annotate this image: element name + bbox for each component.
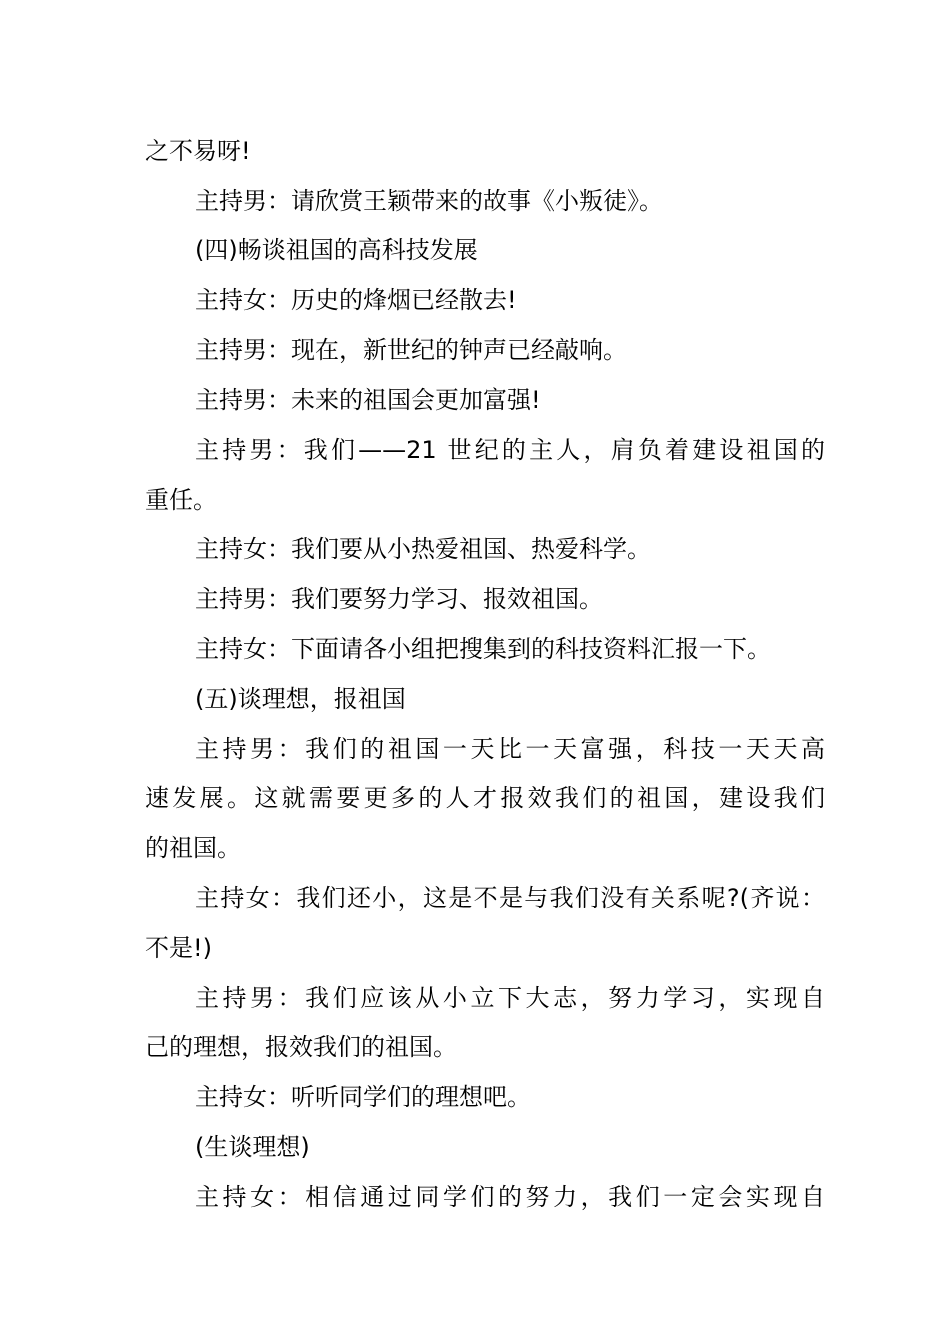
text-line: 重任。 xyxy=(145,486,217,514)
text-line: 主持男：现在，新世纪的钟声已经敲响。 xyxy=(195,336,627,364)
text-line: 主持男：请欣赏王颖带来的故事《小叛徒》。 xyxy=(195,187,663,215)
text-line: 己的理想，报效我们的祖国。 xyxy=(145,1033,457,1061)
text-line: 的祖国。 xyxy=(145,834,241,862)
text-line: 主持男：我们——21 世纪的主人，肩负着建设祖国的 xyxy=(195,436,825,464)
section-heading: (五)谈理想，报祖国 xyxy=(195,685,406,713)
text-line: 主持男：我们的祖国一天比一天富强，科技一天天高 xyxy=(195,735,825,763)
text-line: 主持女：我们还小，这是不是与我们没有关系呢?(齐说： xyxy=(195,884,825,912)
text-line: 主持男：未来的祖国会更加富强! xyxy=(195,386,541,414)
text-line: 主持女：历史的烽烟已经散去! xyxy=(195,286,517,314)
section-heading: (四)畅谈祖国的高科技发展 xyxy=(195,236,478,264)
text-line: 主持女：相信通过同学们的努力，我们一定会实现自 xyxy=(195,1183,825,1211)
text-line: 主持男：我们应该从小立下大志，努力学习，实现自 xyxy=(195,984,825,1012)
text-line: 速发展。这就需要更多的人才报效我们的祖国，建设我们 xyxy=(145,784,825,812)
text-line: 主持男：我们要努力学习、报效祖国。 xyxy=(195,585,603,613)
text-line: 主持女：下面请各小组把搜集到的科技资料汇报一下。 xyxy=(195,635,771,663)
text-line: 不是!) xyxy=(145,934,212,962)
section-heading: (生谈理想) xyxy=(195,1133,310,1161)
text-line: 之不易呀! xyxy=(145,137,251,165)
text-line: 主持女：我们要从小热爱祖国、热爱科学。 xyxy=(195,535,651,563)
text-line: 主持女：听听同学们的理想吧。 xyxy=(195,1083,531,1111)
